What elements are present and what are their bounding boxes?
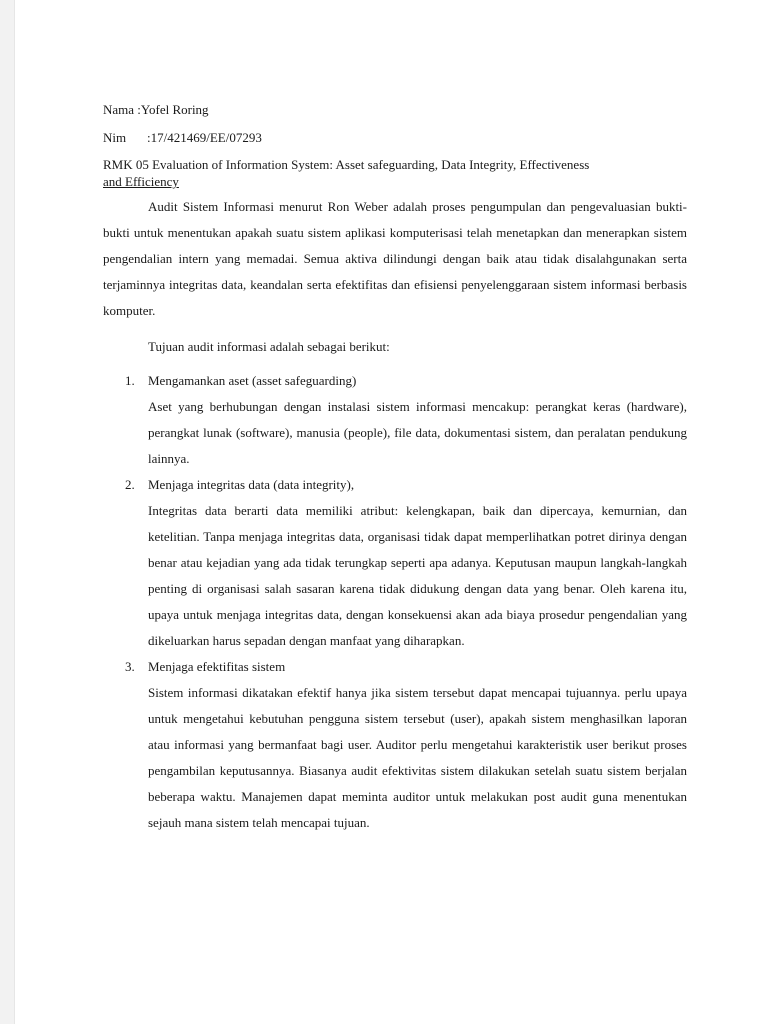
list-item [103,654,687,836]
goals-intro: Tujuan audit informasi adalah sebagai berikut: [148,339,390,354]
document-page [14,0,768,1024]
student-name: Nama :Yofel Roring [103,102,209,117]
goals-list [103,368,687,836]
nim-value: :17/421469/EE/07293 [147,130,262,145]
document-title [103,156,687,190]
student-nim [103,128,687,148]
document-content [103,100,687,836]
item-body: Sistem informasi dikatakan efektif hanya jika sistem tersebut dapat mencapai tujuannya. perlu upaya untuk mengetahui kebutuhan pengguna sistem tersebut (user), apakah sistem menghasilkan laporan atau informasi yang bermanfaat bagi user. Auditor perlu mengetahui karakteristik user berikut proses pengambilan keputusannya. Biasanya audit efektivitas sistem dilakukan setelah suatu sistem berjalan beberapa waktu. Manajemen dapat meminta auditor untuk melakukan post audit guna menentukan sejauh mana sistem telah mencapai tujuan. [148,685,687,830]
item-heading: Mengamankan aset (asset safeguarding) [148,373,357,388]
item-number: 3. [125,659,135,674]
list-item [103,368,687,472]
title-line-1: RMK 05 Evaluation of Information System: Asset safeguarding, Data Integrity, Effectiveness [103,157,590,172]
list-item [103,472,687,654]
item-number: 1. [125,373,135,388]
intro-paragraph: Audit Sistem Informasi menurut Ron Weber adalah proses pengumpulan dan pengevaluasian bukti-bukti untuk menentukan apakah suatu sistem aplikasi komputerisasi telah menetapkan dan menerapkan sistem pengendalian intern yang memadai. Semua aktiva dilindungi dengan baik atau tidak disalahgunakan serta terjaminnya integritas data, keandalan serta efektifitas dan efisiensi penyelenggaraan sistem informasi berbasis komputer. [103,199,687,318]
item-heading: Menjaga efektifitas sistem [148,659,286,674]
item-body: Integritas data berarti data memiliki atribut: kelengkapan, baik dan dipercaya, kemurnian, dan ketelitian. Tanpa menjaga integritas data, organisasi tidak dapat memperlihatkan potret dirinya dengan benar atau kejadian yang ada tidak terungkap seperti apa adanya. Keputusan maupun langkah-langkah penting di organisasi salah sasaran karena tidak didukung dengan data yang benar. Oleh karena itu, upaya untuk menjaga integritas data, dengan konsekuensi akan ada biaya prosedur pengendalian yang dikeluarkan harus sepadan dengan manfaat yang diharapkan. [148,503,687,648]
item-body: Aset yang berhubungan dengan instalasi sistem informasi mencakup: perangkat keras (hardware), perangkat lunak (software), manusia (people), file data, dokumentasi sistem, dan peralatan pendukung lainnya. [148,399,687,466]
title-line-2: and Efficiency [103,174,179,189]
item-heading: Menjaga integritas data (data integrity), [148,477,355,492]
nim-label: Nim [103,130,127,145]
item-number: 2. [125,477,135,492]
